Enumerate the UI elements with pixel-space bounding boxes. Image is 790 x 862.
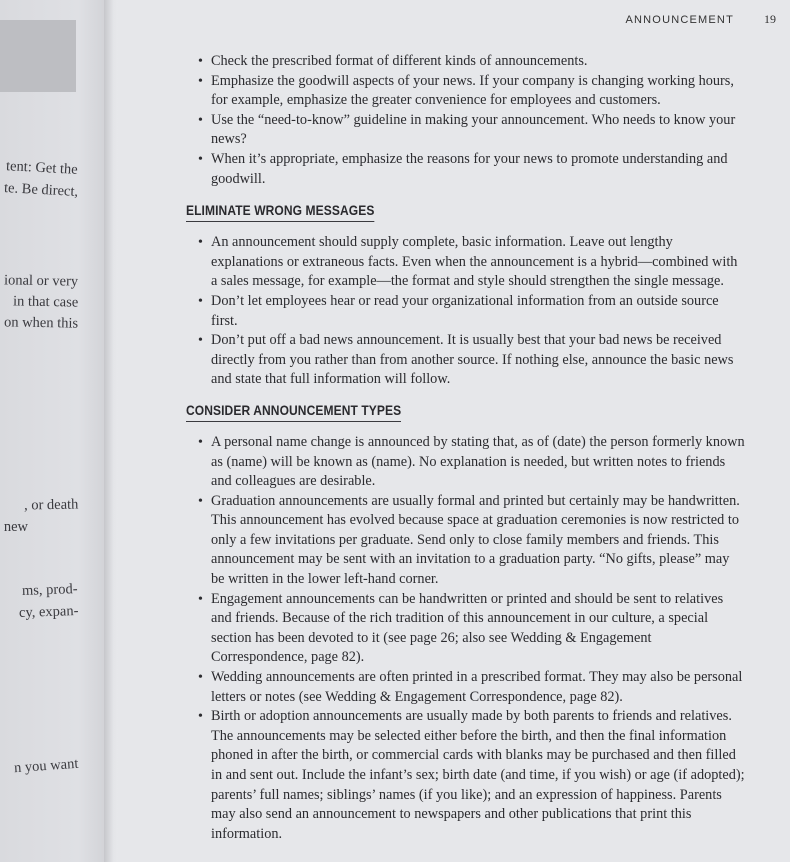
page-number: 19 [764,12,776,26]
running-head [625,12,776,27]
left-page-fragment: on when this [3,314,79,332]
left-page-fragment: , or death [23,496,79,514]
section-heading-consider-announcement-types: CONSIDER ANNOUNCEMENT TYPES [186,402,401,422]
intro-bullet-list [186,52,746,189]
list-item: • Don’t let employees hear or read your organizational information from an outside source first. [186,292,746,331]
list-item: • A personal name change is announced by stating that, as of (date) the person formerly known as (name) will be known as (name). No explanation is needed, but written notes to friends and colleagues are desirable. [186,433,746,492]
list-item: • An announcement should supply complete, basic information. Leave out lengthy explanations or extraneous facts. Even when the announcement is a hybrid—combined with a sales message, for example—the format and style should strengthen the single message. [186,233,746,292]
list-item: • Graduation announcements are usually formal and printed but certainly may be handwritten. This announcement has evolved because space at graduation ceremonies is now restricted to only a few invitations per graduate. Send only to close family members and friends. This announcement may be sent with an invitation to a graduation party. “No gifts, please” may be written in the lower left-hand corner. [186,492,746,590]
section-heading-eliminate-wrong-messages: ELIMINATE WRONG MESSAGES [186,202,374,222]
left-page-fragment: tent: Get the [5,158,79,178]
list-item: • Don’t put off a bad news announcement. It is usually best that your bad news be received directly from you rather than from another source. If nothing else, announce the basic news and state that full information will follow. [186,331,746,390]
section-heading-wrap [186,402,746,424]
left-page-fragment: cy, expan- [18,602,79,622]
list-item: • Check the prescribed format of different kinds of announcements. [186,52,746,72]
list-item: • Wedding announcements are often printed in a prescribed format. They may also be personal letters or notes (see Wedding & Engagement Correspondence, page 82). [186,668,746,707]
list-item: • Birth or adoption announcements are usually made by both parents to friends and relatives. The announcements may be selected either before the birth, and then the final information phoned in after the birth, or commercial cards with blanks may be purchased and then filled in and sent out. Include the infant’s sex; birth date (and time, if you wish) or age (if adopted); parents’ full names; siblings’ names (if you like); and an expression of happiness. Parents may also send an announcement to newspapers and other publications that print this information. [186,707,746,844]
running-title: ANNOUNCEMENT [625,14,734,26]
left-page [0,0,112,862]
left-page-gray-bar [0,20,76,92]
list-item: • Emphasize the goodwill aspects of your news. If your company is changing working hours, for example, emphasize the greater convenience for employees and customers. [186,72,746,111]
left-page-fragment: ms, prod- [22,581,79,599]
left-page-fragment: n you want [13,755,79,777]
page-content [186,52,746,844]
list-item: • When it’s appropriate, emphasize the reasons for your news to promote understanding and goodwill. [186,150,746,189]
right-page [118,0,790,862]
section-bullet-list [186,233,746,390]
left-page-fragment: new [3,519,28,535]
left-page-fragment: ional or very [3,272,79,290]
section-bullet-list [186,433,746,844]
left-page-fragment: te. Be direct, [3,180,79,200]
section-heading-wrap [186,202,746,224]
list-item: • Use the “need-to-know” guideline in making your announcement. Who needs to know your news? [186,111,746,150]
left-page-fragment: in that case [12,293,79,311]
list-item: • Engagement announcements can be handwritten or printed and should be sent to relatives and friends. Because of the rich tradition of this announcement in our culture, a special section has been devoted to it (see page 26; also see Wedding & Engagement Correspondence, page 82). [186,590,746,668]
